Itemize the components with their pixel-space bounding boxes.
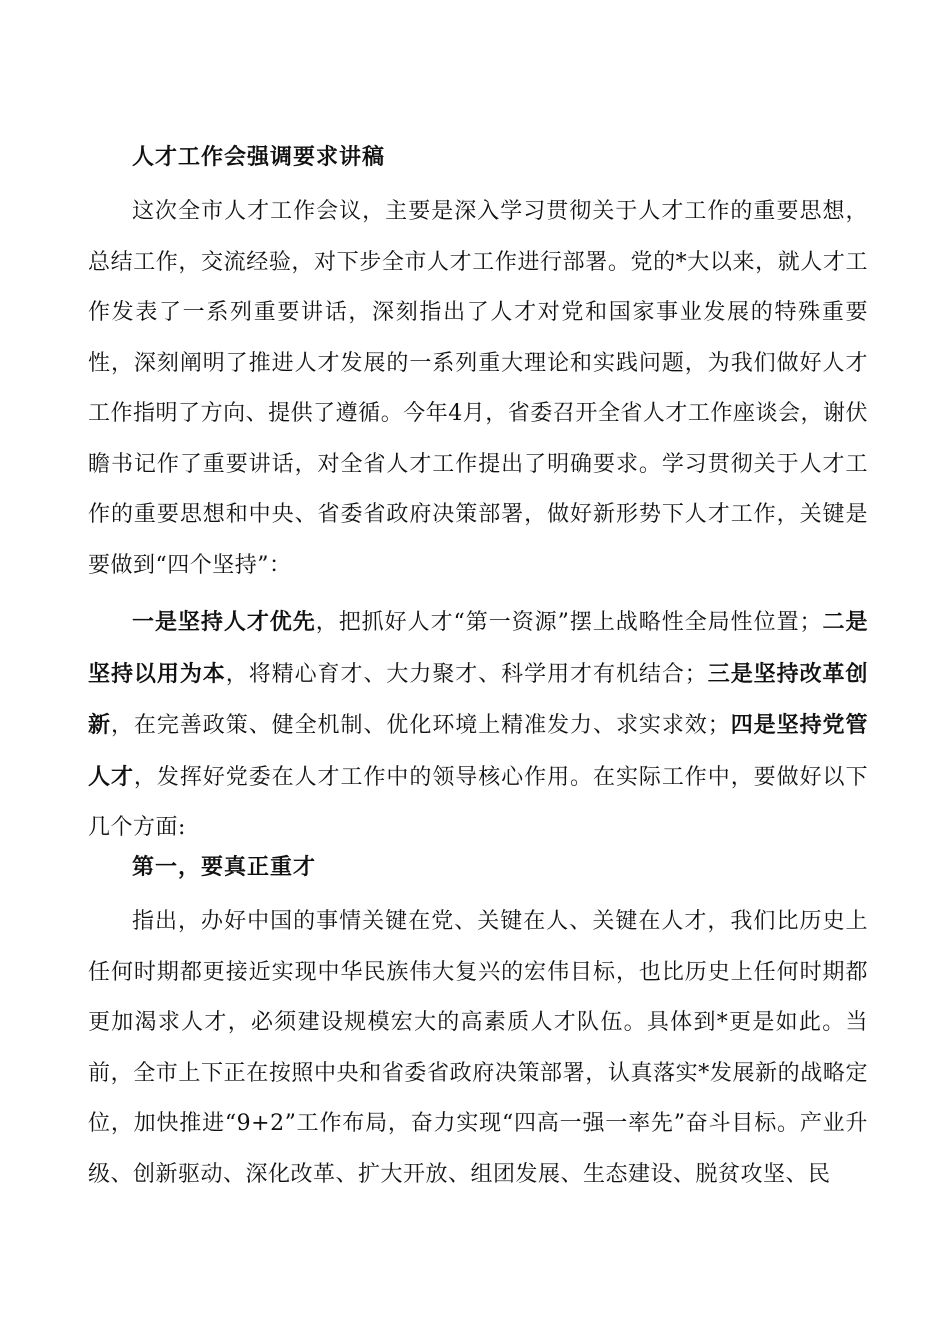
document-title: 人才工作会强调要求讲稿 <box>132 144 386 170</box>
principle-2-bold: 二是坚持以用为本 <box>88 609 868 687</box>
principle-4-text: ，发挥好党委在人才工作中的领导核心作用。在实际工作中，要做好以下几个方面: <box>88 764 868 840</box>
paragraph-four-principles <box>88 597 868 854</box>
section-heading-1: 第一，要真正重才 <box>132 854 317 880</box>
principle-3-text: ，在完善政策、健全机制、优化环境上精准发力、求实求效； <box>110 713 731 738</box>
principle-4-bold: 四是坚持党管人才 <box>88 712 868 790</box>
principle-1-text: ，把抓好人才“第一资源”摆上战略性全局性位置； <box>315 610 823 635</box>
paragraph-section-1: 指出，办好中国的事情关键在党、关键在人、关键在人才，我们比历史上任何时期都更接近实现中华民族伟大复兴的宏伟目标，也比历史上任何时期都更加渴求人才，必须建设规模宏大的高素质人才队伍。具体到*更是如此。当前，全市上下正在按照中央和省委省政府决策部署，认真落实*发展新的战略定位，加快推进“9+2”工作布局，奋力实现“四高一强一率先”奋斗目标。产业升级、创新驱动、深化改革、扩大开放、组团发展、生态建设、脱贫攻坚、民 <box>88 909 868 1187</box>
principle-2-text: ，将精心育才、大力聚才、科学用才有机结合； <box>225 661 708 687</box>
principle-3-bold: 三是坚持改革创新 <box>88 660 868 738</box>
paragraph-intro: 这次全市人才工作会议，主要是深入学习贯彻关于人才工作的重要思想，总结工作，交流经验，对下步全市人才工作进行部署。党的*大以来，就人才工作发表了一系列重要讲话，深刻指出了人才对党和国家事业发展的特殊重要性，深刻阐明了推进人才发展的一系列重大理论和实践问题，为我们做好人才工作指明了方向、提供了遵循。今年4月，省委召开全省人才工作座谈会，谢伏瞻书记作了重要讲话，对全省人才工作提出了明确要求。学习贯彻关于人才工作的重要思想和中央、省委省政府决策部署，做好新形势下人才工作，关键是要做到“四个坚持”： <box>88 199 868 578</box>
principle-1-bold: 一是坚持人才优先 <box>132 609 316 635</box>
